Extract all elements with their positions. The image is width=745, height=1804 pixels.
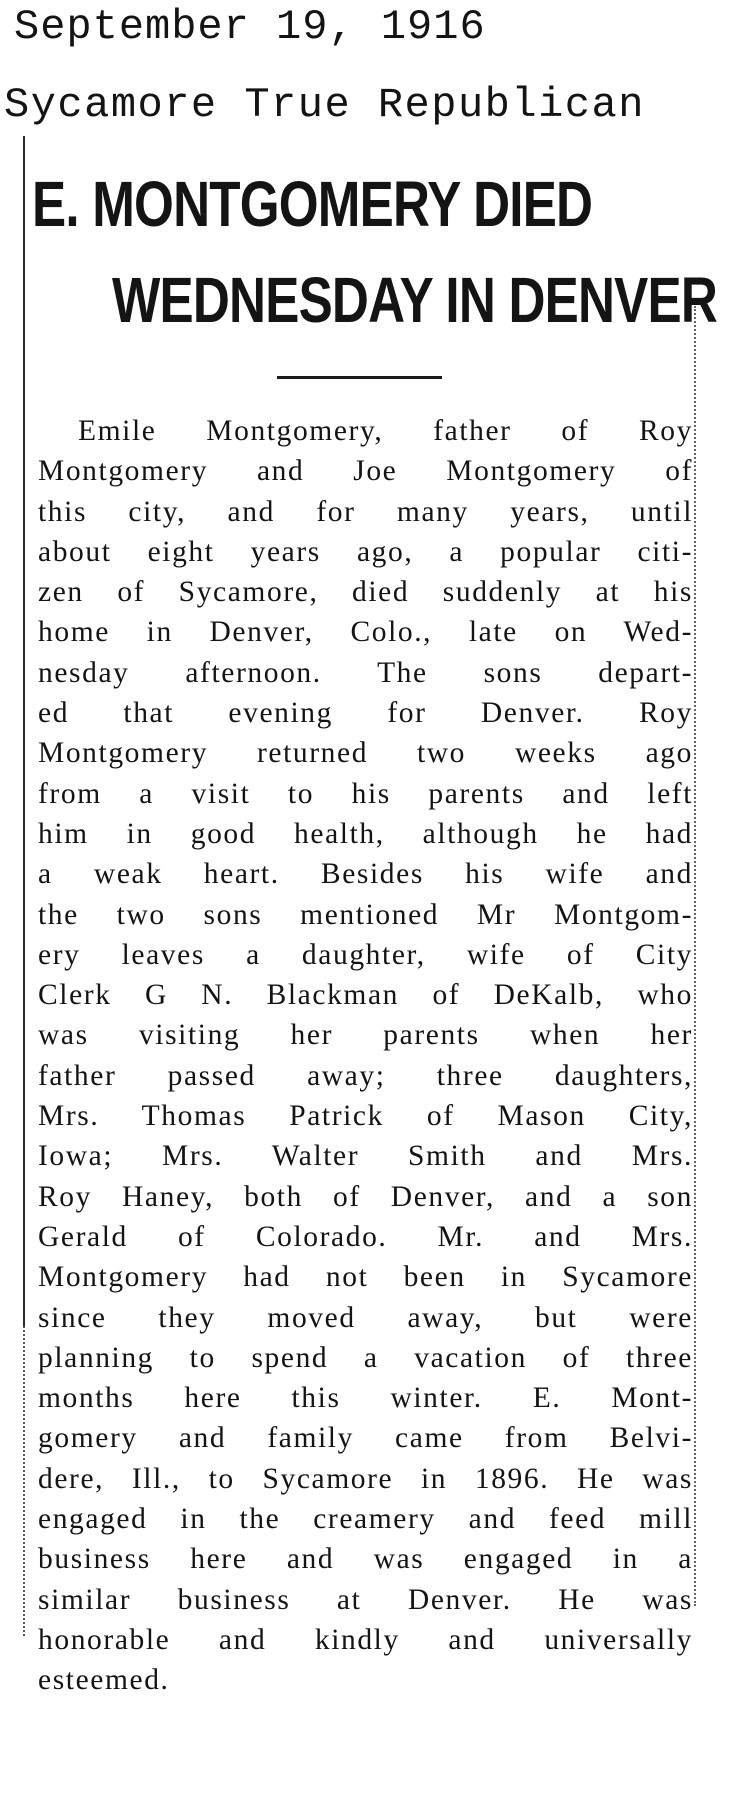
article-line: about eight years ago, a popular citi-: [38, 535, 693, 568]
newspaper-name: Sycamore True Republican: [4, 81, 645, 129]
article-line: dere, Ill., to Sycamore in 1896. He was: [38, 1462, 693, 1495]
article-body: [38, 411, 693, 1701]
headline-divider: [277, 376, 442, 379]
article-line: honorable and kindly and universally: [38, 1623, 693, 1656]
article-line: esteemed.: [38, 1664, 170, 1697]
article-line: Montgomery had not been in Sycamore: [38, 1261, 693, 1294]
article-line: zen of Sycamore, died suddenly at his: [38, 576, 693, 609]
column-rule-left-dotted: [23, 1326, 27, 1636]
article-line: since they moved away, but were: [38, 1301, 693, 1334]
article-line: gomery and family came from Belvi-: [38, 1422, 693, 1455]
article-line: nesday afternoon. The sons depart-: [38, 656, 693, 689]
article-line: business here and was engaged in a: [38, 1543, 693, 1576]
article-line: Emile Montgomery, father of Roy: [78, 415, 693, 447]
newspaper-clipping: [12, 136, 718, 1800]
article-line: Montgomery returned two weeks ago: [38, 737, 693, 770]
article-line: engaged in the creamery and feed mill: [38, 1503, 693, 1536]
article-line: a weak heart. Besides his wife and: [38, 858, 693, 891]
column-rule-right: [694, 306, 698, 1606]
article-line: ed that evening for Denver. Roy: [38, 697, 693, 730]
headline-line-2: WEDNESDAY IN DENVER: [112, 264, 718, 336]
article-line: Iowa; Mrs. Walter Smith and Mrs.: [38, 1140, 693, 1173]
article-line: was visiting her parents when her: [38, 1019, 693, 1052]
article-line: months here this winter. E. Mont-: [38, 1382, 693, 1415]
article-line: ery leaves a daughter, wife of City: [38, 938, 693, 971]
article-line: the two sons mentioned Mr Montgom-: [38, 898, 693, 931]
article-line: home in Denver, Colo., late on Wed-: [38, 616, 693, 649]
article-line: Roy Haney, both of Denver, and a son: [38, 1180, 693, 1213]
article-line: planning to spend a vacation of three: [38, 1341, 693, 1374]
article-line: similar business at Denver. He was: [38, 1583, 693, 1616]
article-line: Gerald of Colorado. Mr. and Mrs.: [38, 1220, 693, 1253]
column-rule-left: [23, 136, 25, 1326]
article-line: father passed away; three daughters,: [38, 1059, 693, 1092]
article-line: him in good health, although he had: [38, 817, 693, 850]
article-line: Mrs. Thomas Patrick of Mason City,: [38, 1100, 693, 1133]
article-line: from a visit to his parents and left: [38, 777, 693, 810]
headline-line-1: E. MONTGOMERY DIED: [32, 168, 593, 240]
article-line: Clerk G N. Blackman of DeKalb, who: [38, 979, 693, 1012]
article-headline: [32, 156, 718, 348]
article-line: this city, and for many years, until: [38, 495, 693, 528]
article-line: Montgomery and Joe Montgomery of: [38, 455, 693, 488]
clipping-date: September 19, 1916: [14, 3, 486, 51]
